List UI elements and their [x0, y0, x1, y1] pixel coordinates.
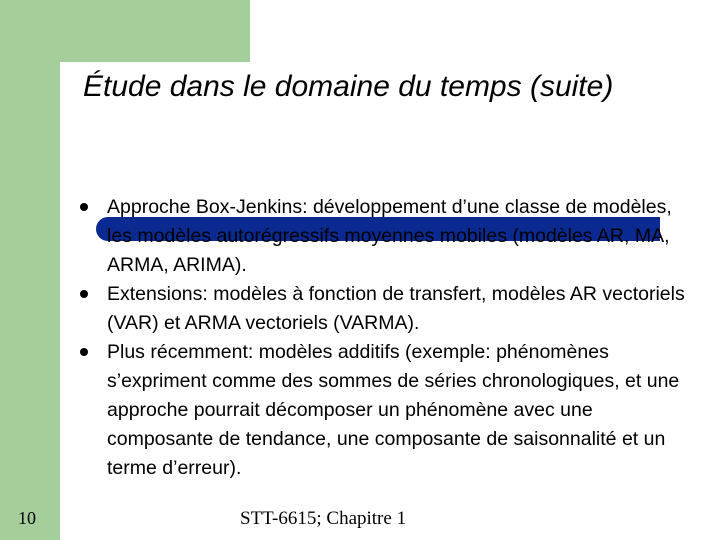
slide-footer: STT-6615; Chapitre 1 — [240, 508, 407, 529]
bullet-item — [70, 338, 700, 483]
bullet-dot-icon — [80, 290, 88, 298]
bullet-text: Extensions: modèles à fonction de transfert, modèles AR vectoriels (VAR) et ARMA vectoriels (VARMA). — [107, 283, 685, 334]
bullet-text: Approche Box-Jenkins: développement d’une classe de modèles, les modèles autorégressifs moyennes mobiles (modèles AR, MA, ARMA, ARIMA). — [107, 196, 672, 276]
bullet-item — [70, 280, 700, 338]
bullet-text: Plus récemment: modèles additifs (exemple: phénomènes s’expriment comme des sommes de séries chronologiques, et une approche pourrait décomposer un phénomène avec une composante de tendance, une composante de saisonnalité et un terme d’erreur). — [107, 341, 680, 479]
bullet-item — [70, 193, 700, 280]
bullet-dot-icon — [80, 203, 88, 211]
slide-number: 10 — [18, 508, 36, 528]
bullet-list — [70, 193, 700, 483]
left-decorative-band — [0, 0, 60, 540]
slide-title: Étude dans le domaine du temps (suite) — [83, 70, 614, 103]
bullet-dot-icon — [80, 348, 88, 356]
top-decorative-band — [60, 0, 250, 62]
